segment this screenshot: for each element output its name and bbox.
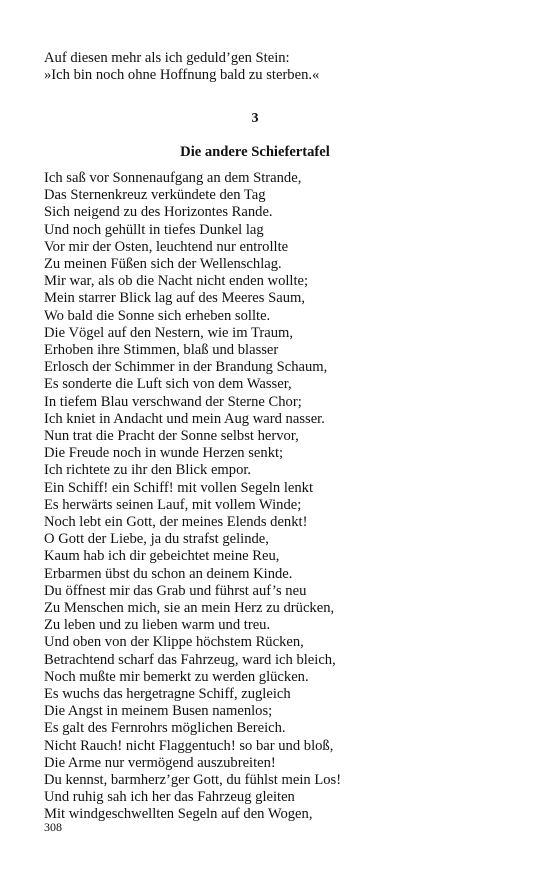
section-title: Die andere Schiefertafel <box>180 144 330 160</box>
poem-line: Erbarmen übst du schon an deinem Kinde. <box>44 565 293 582</box>
poem-line: Nicht Rauch! nicht Flaggentuch! so bar und bloß, <box>44 737 334 754</box>
poem-line: Die Angst in meinem Busen namenlos; <box>44 703 273 720</box>
poem-line: Kaum hab ich dir gebeichtet meine Reu, <box>44 548 280 565</box>
poem-line: Erhoben ihre Stimmen, blaß und blasser <box>44 342 279 358</box>
poem-line: Ich kniet in Andacht und mein Aug ward nasser. <box>44 410 325 427</box>
section-number: 3 <box>251 111 259 126</box>
poem-line: Zu meinen Füßen sich der Wellenschlag. <box>44 256 282 272</box>
poem-line: Es sonderte die Luft sich von dem Wasser, <box>44 376 292 393</box>
poem-line: Wo bald die Sonne sich erheben sollte. <box>44 307 271 324</box>
poem-line: Ein Schiff! ein Schiff! mit vollen Segeln lenkt <box>44 479 313 496</box>
poem-line: Noch mußte mir bemerkt zu werden glücken. <box>44 668 309 685</box>
poem-line: Ich richtete zu ihr den Blick empor. <box>44 462 252 479</box>
poem-line: Es herwärts seinen Lauf, mit vollem Winde; <box>44 496 302 513</box>
poem-line: Du öffnest mir das Grab und führst auf’s neu <box>44 582 307 599</box>
poem-line: Vor mir der Osten, leuchtend nur entrollte <box>44 238 289 255</box>
poem-line: Mir war, als ob die Nacht nicht enden wollte; <box>44 273 309 290</box>
poem-line: Sich neigend zu des Horizontes Rande. <box>44 204 273 221</box>
poem-line: Und noch gehüllt in tiefes Dunkel lag <box>44 221 264 238</box>
poem-line: Betrachtend scharf das Fahrzeug, ward ich bleich, <box>44 651 336 668</box>
poem-line: Mein starrer Blick lag auf des Meeres Saum, <box>44 290 305 307</box>
poem-line: Die Arme nur vermögend auszubreiten! <box>44 754 276 771</box>
poem-line: Erlosch der Schimmer in der Brandung Schaum, <box>44 359 328 376</box>
poem-line: Das Sternenkreuz verkündete den Tag <box>44 187 266 204</box>
poem-line: Mit windgeschwellten Segeln auf den Wogen, <box>44 806 313 823</box>
poem-line: Und ruhig sah ich her das Fahrzeug gleiten <box>44 789 295 806</box>
poem-line: O Gott der Liebe, ja du strafst gelinde, <box>44 531 269 548</box>
poem-line: Und oben von der Klippe höchstem Rücken, <box>44 634 304 651</box>
poem-line: Ich saß vor Sonnenaufgang an dem Strande, <box>44 170 302 186</box>
poem-line: Zu Menschen mich, sie an mein Herz zu drücken, <box>44 600 335 616</box>
poem-line: Zu leben und zu lieben warm und treu. <box>44 617 271 634</box>
poem-line: Es wuchs das hergetragne Schiff, zugleich <box>44 686 291 702</box>
poem-line: Du kennst, barmherz’ger Gott, du fühlst mein Los! <box>44 772 342 788</box>
poem-line: Es galt des Fernrohrs möglichen Bereich. <box>44 720 286 737</box>
prelude-line: Auf diesen mehr als ich geduld’gen Stein: <box>44 50 290 66</box>
prelude-line: »Ich bin noch ohne Hoffnung bald zu sterben.« <box>44 67 320 84</box>
poem-line: Die Freude noch in wunde Herzen senkt; <box>44 445 284 462</box>
poem-line: Nun trat die Pracht der Sonne selbst hervor, <box>44 428 299 444</box>
page-number: 308 <box>44 820 62 834</box>
poem-line: Noch lebt ein Gott, der meines Elends denkt! <box>44 514 308 530</box>
poem-line: Die Vögel auf den Nestern, wie im Traum, <box>44 324 293 341</box>
poem-line: In tiefem Blau verschwand der Sterne Chor; <box>44 393 302 410</box>
